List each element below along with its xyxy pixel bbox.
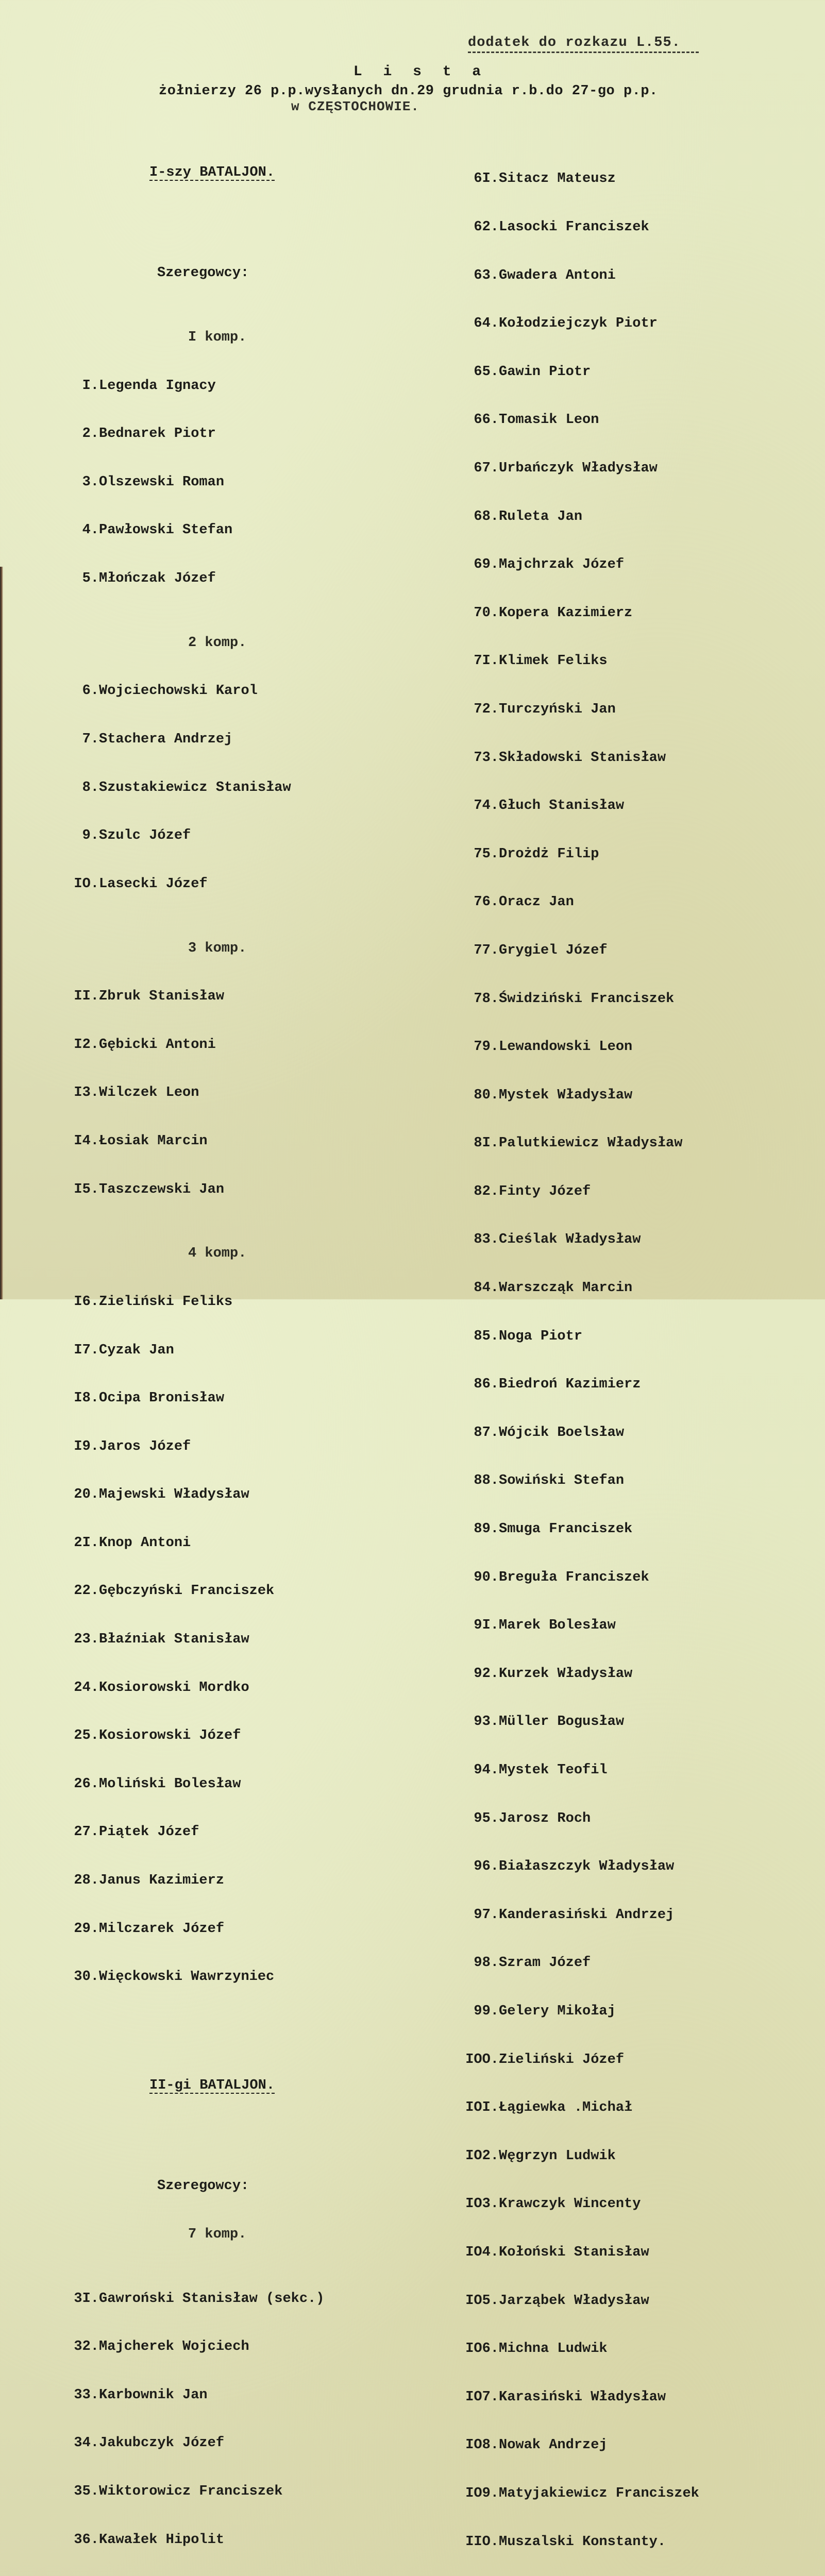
- list-item: 72.Turczyński Jan: [474, 701, 616, 717]
- list-item: 66.Tomasik Leon: [474, 412, 599, 428]
- list-item: 80.Mystek Władysław: [474, 1087, 633, 1103]
- list-item: 24.Kosiorowski Mordko: [74, 1680, 249, 1696]
- company-heading: 2 komp.: [188, 635, 247, 651]
- list-item: 89.Smuga Franciszek: [474, 1521, 633, 1537]
- list-item: 34.Jakubczyk Józef: [74, 2435, 225, 2451]
- list-item: IOI.Łągiewka .Michał: [465, 2100, 633, 2116]
- list-item: 78.Świdziński Franciszek: [474, 991, 675, 1007]
- list-item: 63.Gwadera Antoni: [474, 267, 616, 283]
- list-item: 69.Majchrzak Józef: [474, 557, 625, 573]
- list-item: I6.Zieliński Feliks: [74, 1294, 233, 1310]
- list-item: IO7.Karasiński Władysław: [465, 2389, 666, 2405]
- list-item: 98.Szram Józef: [474, 1955, 591, 1971]
- list-item: 96.Białaszczyk Władysław: [474, 1859, 675, 1875]
- addendum-reference: dodatek do rozkazu L.55.: [468, 35, 681, 50]
- list-item: 90.Breguła Franciszek: [474, 1569, 649, 1585]
- list-item: 20.Majewski Władysław: [74, 1487, 249, 1503]
- list-item: 4.Pawłowski Stefan: [82, 522, 233, 538]
- list-item: IO3.Krawczyk Wincenty: [465, 2196, 641, 2212]
- list-item: IO2.Węgrzyn Ludwik: [465, 2148, 616, 2164]
- list-item: II.Zbruk Stanisław: [74, 989, 225, 1005]
- left-column: [67, 133, 324, 2576]
- list-item: 3I.Gawroński Stanisław (sekc.): [74, 2291, 325, 2307]
- list-item: IIO.Muszalski Konstanty.: [465, 2534, 666, 2550]
- list-item: 76.Oracz Jan: [474, 894, 574, 910]
- company-heading: 4 komp.: [188, 1246, 247, 1262]
- document-subtitle-location: w CZĘSTOCHOWIE.: [291, 99, 420, 114]
- list-item: I8.Ocipa Bronisław: [74, 1391, 225, 1406]
- company-heading: I komp.: [188, 330, 247, 346]
- battalion-heading: II-gi BATALJON.: [149, 2078, 275, 2094]
- list-item: IOO.Zieliński Józef: [465, 2052, 625, 2067]
- battalion-heading: I-szy BATALJON.: [149, 165, 275, 181]
- company-heading: 7 komp.: [188, 2226, 247, 2242]
- list-item: I5.Taszczewski Jan: [74, 1181, 225, 1197]
- list-item: 8.Szustakiewicz Stanisław: [82, 779, 291, 795]
- list-item: 3.Olszewski Roman: [82, 474, 225, 490]
- document-subtitle: żołnierzy 26 p.p.wysłanych dn.29 grudnia r.b.do 27-go p.p.: [159, 83, 658, 99]
- list-item: IO.Lasecki Józef: [74, 876, 208, 892]
- list-item: 32.Majcherek Wojciech: [74, 2339, 249, 2355]
- list-item: IO5.Jarząbek Władysław: [465, 2293, 649, 2309]
- list-item: 2I.Knop Antoni: [74, 1535, 191, 1551]
- list-item: 36.Kawałek Hipolit: [74, 2532, 225, 2548]
- list-item: 22.Gębczyński Franciszek: [74, 1583, 275, 1599]
- list-item: 84.Warszcząk Marcin: [474, 1280, 633, 1296]
- list-item: 94.Mystek Teofil: [474, 1762, 608, 1778]
- list-item: 74.Głuch Stanisław: [474, 798, 625, 814]
- list-item: IO9.Matyjakiewicz Franciszek: [465, 2485, 699, 2501]
- list-item: 25.Kosiorowski Józef: [74, 1728, 241, 1744]
- list-item: 67.Urbańczyk Władysław: [474, 460, 658, 476]
- list-item: 2.Bednarek Piotr: [82, 426, 216, 442]
- ranks-label: Szeregowcy:: [157, 265, 249, 281]
- list-item: 9.Szulc Józef: [82, 828, 191, 844]
- list-item: 6.Wojciechowski Karol: [82, 683, 258, 699]
- list-item: 64.Kołodziejczyk Piotr: [474, 316, 658, 332]
- list-item: I2.Gębicki Antoni: [74, 1037, 216, 1053]
- list-item: 97.Kanderasiński Andrzej: [474, 1907, 675, 1923]
- list-item: 77.Grygiel Józef: [474, 942, 608, 958]
- list-item: 7I.Klimek Feliks: [474, 653, 608, 669]
- list-item: 27.Piątek Józef: [74, 1824, 199, 1840]
- addendum-underline: [468, 52, 699, 53]
- list-item: 28.Janus Kazimierz: [74, 1873, 225, 1889]
- list-item: 87.Wójcik Boelsław: [474, 1425, 625, 1440]
- list-item: 26.Moliński Bolesław: [74, 1776, 241, 1792]
- list-item: 8I.Palutkiewicz Władysław: [474, 1136, 683, 1151]
- list-item: 88.Sowiński Stefan: [474, 1473, 625, 1489]
- list-item: 35.Wiktorowicz Franciszek: [74, 2484, 283, 2499]
- list-item: I9.Jaros Józef: [74, 1438, 191, 1454]
- list-item: 5.Młończak Józef: [82, 570, 216, 586]
- list-item: I.Legenda Ignacy: [82, 378, 216, 394]
- list-item: 70.Kopera Kazimierz: [474, 605, 633, 621]
- list-item: 92.Kurzek Władysław: [474, 1666, 633, 1682]
- list-item: 23.Błaźniak Stanisław: [74, 1632, 249, 1648]
- list-item: 29.Milczarek Józef: [74, 1921, 225, 1937]
- right-column: [458, 139, 699, 2576]
- list-item: IO8.Nowak Andrzej: [465, 2437, 608, 2453]
- list-item: 93.Müller Bogusław: [474, 1714, 625, 1730]
- list-item: 68.Ruleta Jan: [474, 509, 583, 524]
- list-item: I7.Cyzak Jan: [74, 1342, 174, 1358]
- list-item: 82.Finty Józef: [474, 1183, 591, 1199]
- list-item: 83.Cieślak Władysław: [474, 1232, 641, 1248]
- list-item: 73.Składowski Stanisław: [474, 750, 666, 766]
- company-heading: 3 komp.: [188, 940, 247, 956]
- ranks-label: Szeregowcy:: [157, 2178, 249, 2194]
- list-item: 95.Jarosz Roch: [474, 1810, 591, 1826]
- list-item: 62.Lasocki Franciszek: [474, 219, 649, 235]
- list-item: 75.Drożdż Filip: [474, 846, 599, 862]
- list-item: 99.Gelery Mikołaj: [474, 2003, 616, 2019]
- list-item: IO6.Michna Ludwik: [465, 2341, 608, 2357]
- list-item: 79.Lewandowski Leon: [474, 1039, 633, 1055]
- list-item: 33.Karbownik Jan: [74, 2387, 208, 2403]
- list-item: I4.Łosiak Marcin: [74, 1133, 208, 1149]
- list-item: 85.Noga Piotr: [474, 1328, 583, 1344]
- list-item: 6I.Sitacz Mateusz: [474, 171, 616, 187]
- list-item: 65.Gawin Piotr: [474, 364, 591, 380]
- list-item: 86.Biedroń Kazimierz: [474, 1377, 641, 1393]
- list-item: 30.Więckowski Wawrzyniec: [74, 1969, 275, 1985]
- list-item: IO4.Kołoński Stanisław: [465, 2244, 649, 2260]
- document-title: L i s t a: [353, 64, 487, 80]
- list-item: 9I.Marek Bolesław: [474, 1618, 616, 1634]
- list-item: I3.Wilczek Leon: [74, 1085, 199, 1101]
- list-item: 7.Stachera Andrzej: [82, 731, 233, 747]
